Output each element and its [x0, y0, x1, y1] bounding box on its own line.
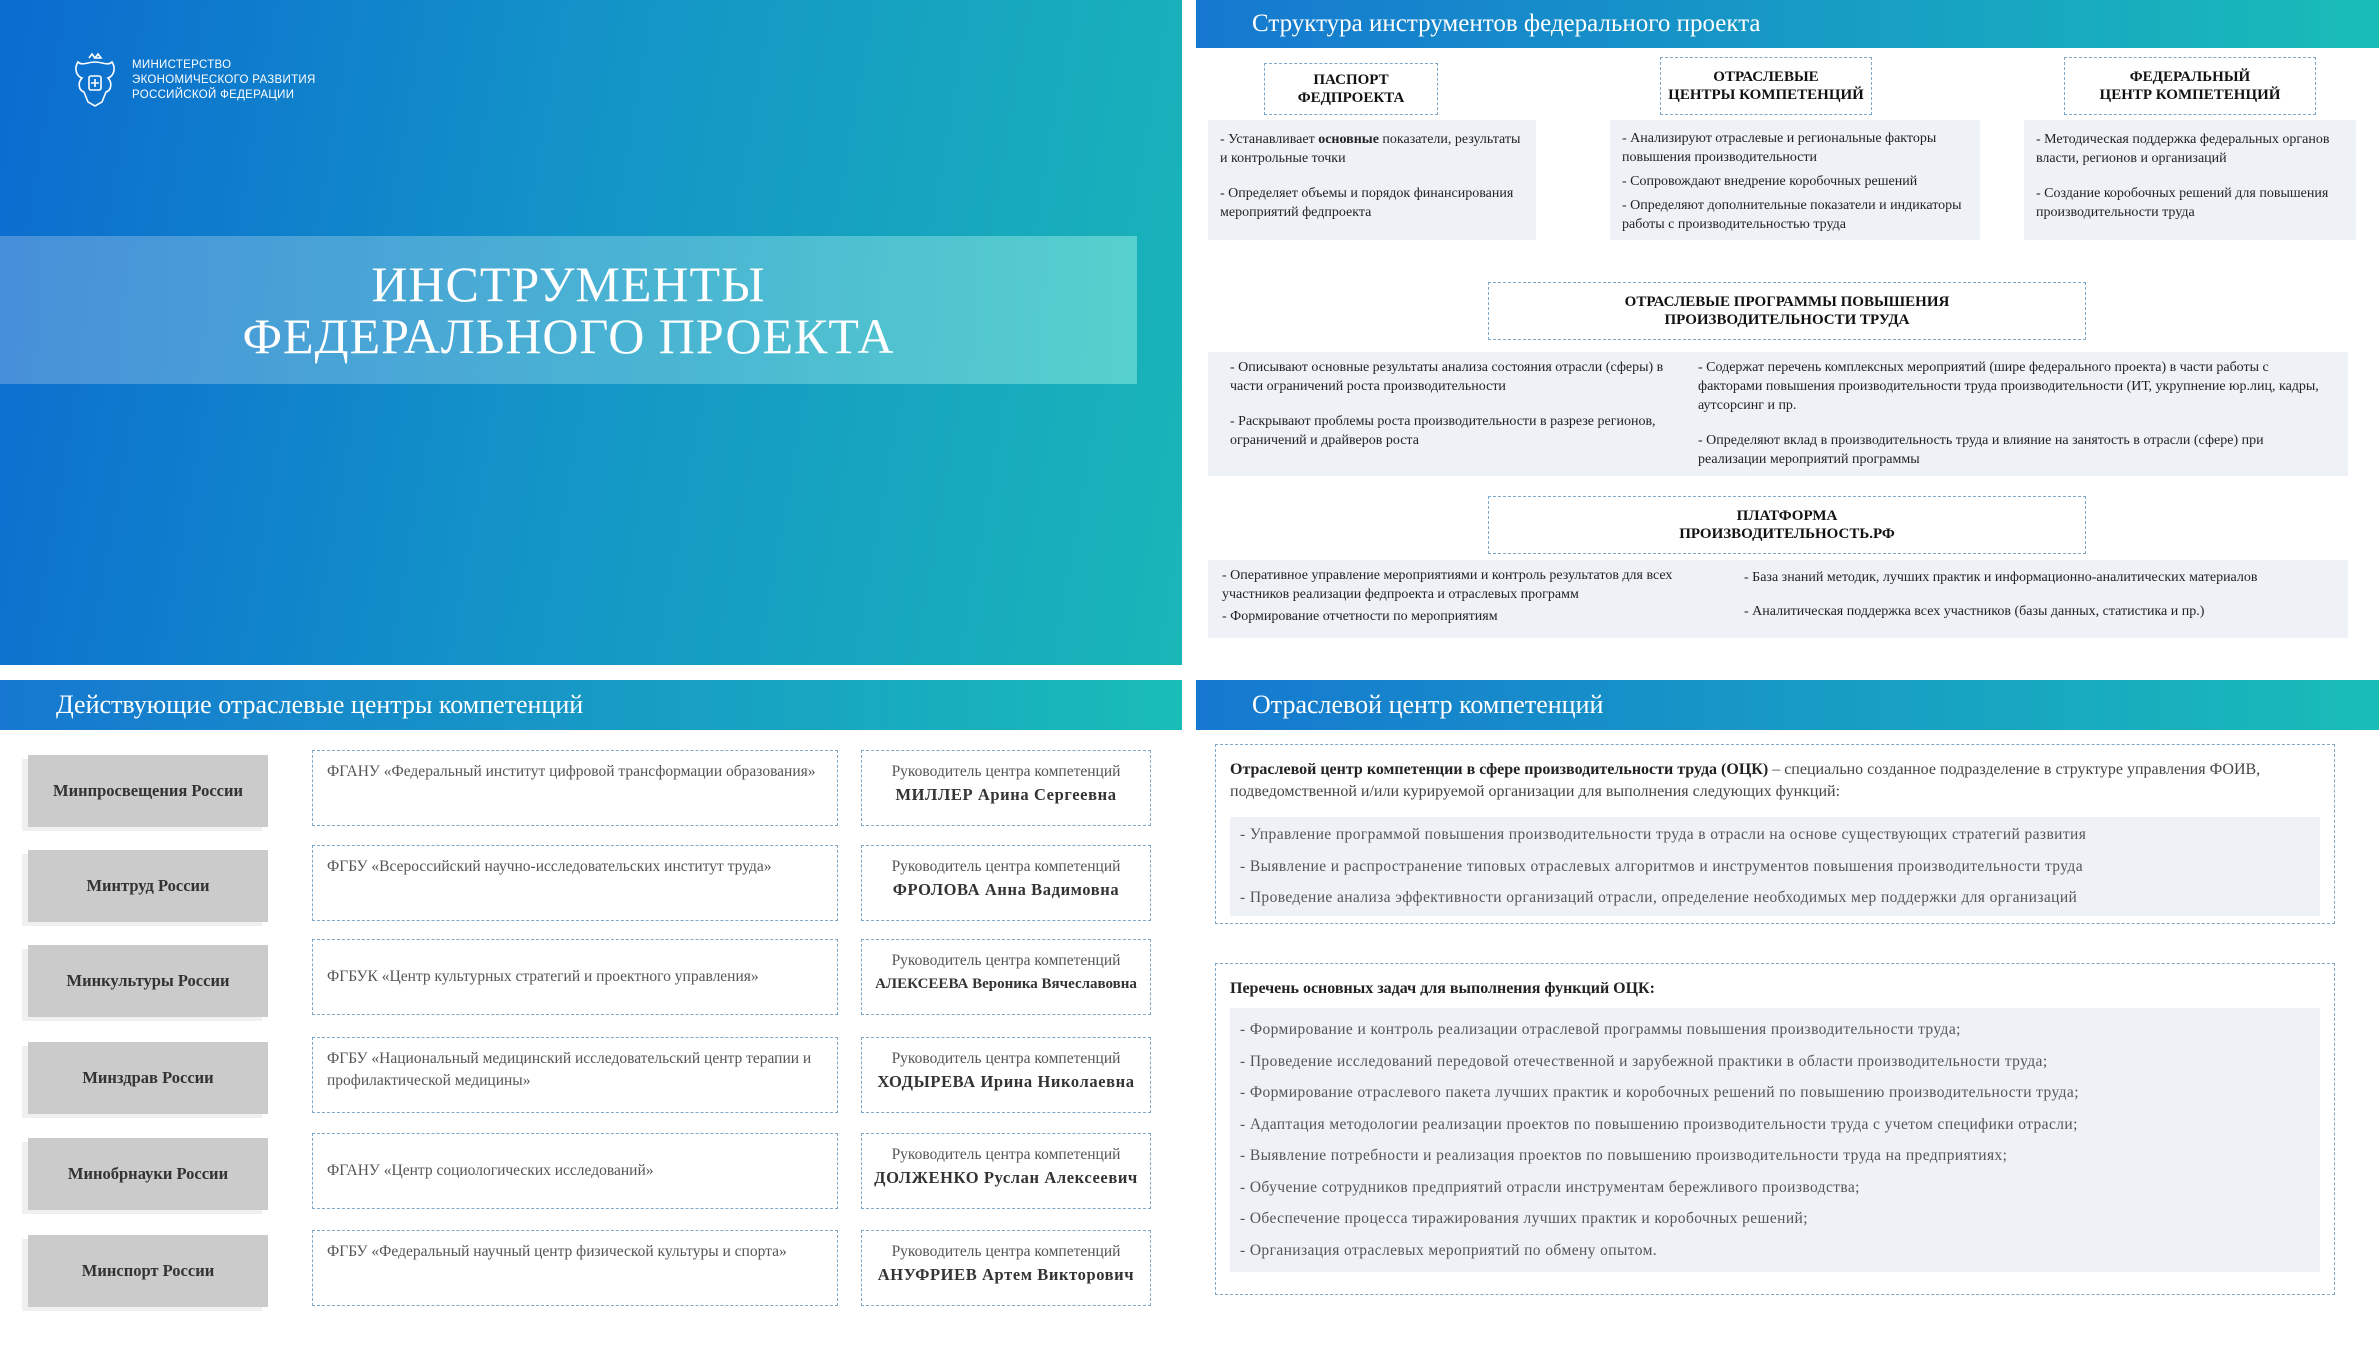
institution-name: ФГБУ «Всероссийский научно-исследовательских институт труда» — [312, 845, 838, 921]
programs-item: - Описывают основные результаты анализа состояния отрасли (сферы) в части ограничений роста производительности — [1230, 360, 1664, 394]
federal-center-panel — [2024, 120, 2356, 240]
slide-title — [0, 0, 1182, 665]
ministry-label: Минспорт России — [28, 1235, 268, 1307]
tasks-box — [1215, 963, 2335, 1295]
platform-item: - Оперативное управление мероприятиями и контроль результатов для всех участников реализации федпроекта и отраслевых программ — [1222, 568, 1673, 602]
institution-name: ФГАНУ «Федеральный институт цифровой трансформации образования» — [312, 750, 838, 826]
sector-centers-box — [1660, 57, 1872, 115]
programs-left — [1208, 358, 1698, 476]
box-line: ФЕДПРОЕКТА — [1297, 90, 1405, 106]
box-line: ПРОИЗВОДИТЕЛЬНОСТИ ТРУДА — [1664, 312, 1910, 328]
list-item: - Выявление потребности и реализация проектов по повышению производительности труда на предприятиях; — [1240, 1147, 2008, 1164]
tasks-title: Перечень основных задач для выполнения функций ОЦК: — [1230, 980, 1655, 997]
passport-panel — [1208, 120, 1536, 240]
sector-item: - Определяют дополнительные показатели и индикаторы работы с производительностью труда — [1622, 198, 1962, 232]
head-role: Руководитель центра компетенций — [891, 952, 1121, 969]
slide-structure — [1196, 0, 2379, 665]
title-band — [0, 236, 1137, 384]
list-item: - Формирование и контроль реализации отраслевой программы повышения производительности труда; — [1240, 1021, 1961, 1038]
programs-box — [1488, 282, 2086, 340]
sector-item: - Сопровождают внедрение коробочных решений — [1622, 174, 1918, 189]
head-name: АЛЕКСЕЕВА Вероника Вячеславовна — [875, 976, 1137, 992]
text-bold: основные — [1318, 132, 1379, 147]
logo-line: МИНИСТЕРСТВО — [132, 58, 232, 71]
head-role: Руководитель центра компетенций — [891, 1146, 1121, 1163]
box-line: ФЕДЕРАЛЬНЫЙ — [2129, 69, 2251, 85]
sector-centers-panel — [1610, 120, 1980, 240]
box-line: ОТРАСЛЕВЫЕ — [1713, 69, 1819, 85]
logo-line: ЭКОНОМИЧЕСКОГО РАЗВИТИЯ — [132, 73, 316, 86]
box-line: ПАСПОРТ — [1313, 72, 1389, 88]
title-line-1: ИНСТРУМЕНТЫ — [371, 256, 766, 312]
list-item: - Формирование отраслевого пакета лучших практик и коробочных решений по повышению производительности труда; — [1240, 1084, 2079, 1101]
list-item: - Проведение исследований передовой отечественной и зарубежной практики в области производительности труда; — [1240, 1052, 2048, 1070]
center-head — [861, 1037, 1151, 1113]
platform-box — [1488, 496, 2086, 554]
box-line: ЦЕНТР КОМПЕТЕНЦИЙ — [2099, 87, 2281, 103]
platform-item: - Аналитическая поддержка всех участников (базы данных, статистика и пр.) — [1744, 604, 2205, 619]
list-item: - Адаптация методологии реализации проектов по повышению производительности труда с учетом специфики отрасли; — [1240, 1115, 2078, 1133]
center-head — [861, 845, 1151, 921]
box-line: ПЛАТФОРМА — [1736, 508, 1838, 524]
institution-name: ФГБУК «Центр культурных стратегий и проектного управления» — [312, 939, 838, 1015]
center-head — [861, 939, 1151, 1015]
ministry-label: Минкультуры России — [28, 945, 268, 1017]
institution-name: ФГБУ «Национальный медицинский исследовательский центр терапии и профилактической медицины» — [312, 1037, 838, 1113]
box-line: ЦЕНТРЫ КОМПЕТЕНЦИЙ — [1668, 87, 1864, 103]
text: - Устанавливает — [1220, 132, 1319, 147]
institution-name: ФГАНУ «Центр социологических исследований» — [312, 1133, 838, 1209]
list-item: - Проведение анализа эффективности организаций отрасли, определение необходимых мер поддержки для организаций — [1240, 889, 2078, 906]
title-line-2: ФЕДЕРАЛЬНОГО ПРОЕКТА — [242, 308, 895, 364]
slide-sector-center — [1196, 680, 2379, 1346]
platform-left — [1208, 566, 1728, 638]
sector-item: - Анализируют отраслевые и региональные факторы повышения производительности — [1622, 131, 1937, 165]
platform-panel — [1208, 560, 2348, 638]
list-item: - Организация отраслевых мероприятий по обмену опытом. — [1240, 1241, 1658, 1259]
slide-header: Отраслевой центр компетенций — [1196, 680, 2379, 730]
functions-list — [1230, 817, 2320, 916]
slide-header: Действующие отраслевые центры компетенций — [0, 680, 1182, 730]
definition-text — [1230, 759, 2320, 803]
slide-title-text — [242, 258, 894, 362]
center-head — [861, 1230, 1151, 1306]
head-name: ХОДЫРЕВА Ирина Николаевна — [877, 1072, 1135, 1091]
head-name: АНУФРИЕВ Артем Викторович — [877, 1265, 1135, 1284]
programs-item: - Содержат перечень комплексных мероприятий (шире федерального проекта) в части работы с факторами повышения производительности труда производительности (ИТ, укрупнение юр.лиц, кадры, аутсорсинг и пр. — [1698, 360, 2319, 413]
head-name: ДОЛЖЕНКО Руслан Алексеевич — [874, 1168, 1138, 1187]
platform-right — [1728, 566, 2338, 638]
programs-item: - Раскрывают проблемы роста производительности в разрезе регионов, ограничений и драйверов роста — [1230, 414, 1656, 448]
ministry-name — [132, 58, 316, 103]
logo-line: РОССИЙСКОЙ ФЕДЕРАЦИИ — [132, 88, 295, 101]
slide-header: Структура инструментов федерального проекта — [1196, 0, 2379, 48]
federal-item: - Создание коробочных решений для повышения производительности труда — [2036, 186, 2329, 220]
head-role: Руководитель центра компетенций — [891, 858, 1121, 875]
federal-center-box — [2064, 57, 2316, 115]
passport-item-1 — [1220, 130, 1524, 168]
definition-box — [1215, 744, 2335, 924]
head-role: Руководитель центра компетенций — [891, 1243, 1121, 1260]
platform-item: - Формирование отчетности по мероприятиям — [1222, 609, 1498, 624]
box-line: ПРОИЗВОДИТЕЛЬНОСТЬ.РФ — [1679, 526, 1895, 542]
ministry-label: Минтруд России — [28, 850, 268, 922]
text: показатели, результаты и контрольные точки — [1220, 132, 1521, 166]
definition-rest: – специально созданное подразделение в структуре управления ФОИВ, подведомственной и/или курируемой организации для выполнения следующих функций: — [1230, 761, 2261, 800]
programs-right — [1698, 358, 2338, 476]
center-head — [861, 1133, 1151, 1209]
ministry-label: Минпросвещения России — [28, 755, 268, 827]
ministry-label: Минобрнауки России — [28, 1138, 268, 1210]
federal-item: - Методическая поддержка федеральных органов власти, регионов и организаций — [2036, 132, 2330, 166]
head-name: ФРОЛОВА Анна Вадимовна — [892, 880, 1120, 899]
slide-competence-centers — [0, 680, 1182, 1346]
ministry-logo — [68, 52, 316, 108]
box-line: ОТРАСЛЕВЫЕ ПРОГРАММЫ ПОВЫШЕНИЯ — [1624, 294, 1950, 310]
head-name: МИЛЛЕР Арина Сергеевна — [895, 785, 1117, 804]
platform-item: - База знаний методик, лучших практик и информационно-аналитических материалов — [1744, 570, 2258, 585]
center-head — [861, 750, 1151, 826]
head-role: Руководитель центра компетенций — [891, 763, 1121, 780]
list-item: - Выявление и распространение типовых отраслевых алгоритмов и инструментов повышения производительности труда — [1240, 857, 2083, 875]
list-item: - Обеспечение процесса тиражирования лучших практик и коробочных решений; — [1240, 1210, 1808, 1227]
programs-panel — [1208, 352, 2348, 476]
definition-term: Отраслевой центр компетенции в сфере производительности труда (ОЦК) — [1230, 761, 1769, 778]
institution-name: ФГБУ «Федеральный научный центр физической культуры и спорта» — [312, 1230, 838, 1306]
list-item: - Управление программой повышения производительности труда в отрасли на основе существующих стратегий развития — [1240, 826, 2087, 843]
passport-item-2: - Определяет объемы и порядок финансирования мероприятий федпроекта — [1220, 186, 1514, 220]
ministry-label: Минздрав России — [28, 1042, 268, 1114]
head-role: Руководитель центра компетенций — [891, 1050, 1121, 1067]
coat-of-arms-icon — [68, 52, 122, 108]
list-item: - Обучение сотрудников предприятий отрасли инструментам бережливого производства; — [1240, 1178, 1860, 1196]
tasks-list — [1230, 1008, 2320, 1272]
passport-box — [1264, 63, 1438, 115]
programs-item: - Определяют вклад в производительность труда и влияние на занятость в отрасли (сфере) при реализации мероприятий программы — [1698, 433, 2264, 467]
